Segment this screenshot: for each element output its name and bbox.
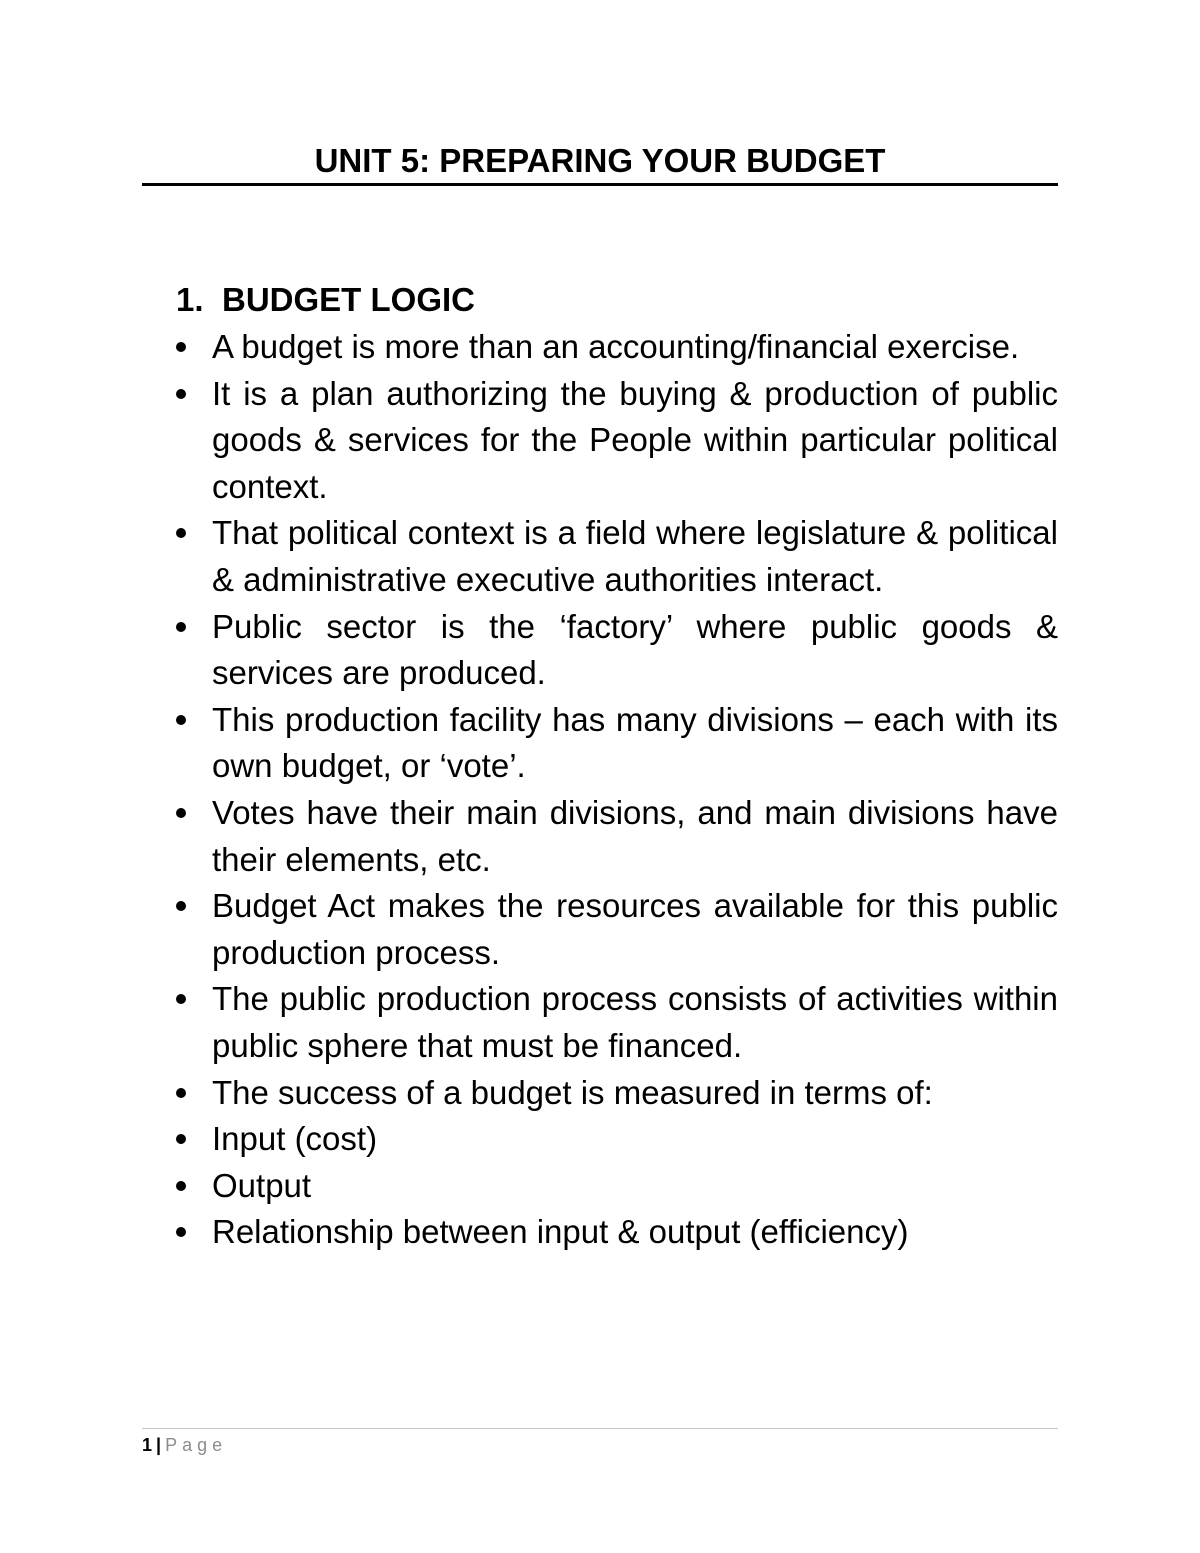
bullet-icon bbox=[176, 342, 186, 352]
list-item bbox=[0, 883, 1058, 976]
list-item-text: Public sector is the ‘factory’ where public goods & services are produced. bbox=[212, 607, 1058, 692]
footer-separator: | bbox=[156, 1435, 162, 1455]
bullet-icon bbox=[176, 389, 186, 399]
bullet-icon bbox=[176, 1088, 186, 1098]
page-footer bbox=[142, 1433, 227, 1457]
list-item-text: Votes have their main divisions, and main divisions have their elements, etc. bbox=[212, 793, 1058, 878]
list-item bbox=[0, 790, 1058, 883]
bullet-icon bbox=[176, 994, 186, 1004]
list-item bbox=[0, 324, 1058, 371]
list-item bbox=[0, 1116, 1058, 1163]
list-item-text: Input (cost) bbox=[212, 1120, 378, 1158]
list-item bbox=[0, 697, 1058, 790]
list-item-text: Output bbox=[212, 1166, 312, 1204]
bullet-icon bbox=[176, 528, 186, 538]
section-title: BUDGET LOGIC bbox=[222, 281, 475, 318]
page-title: UNIT 5: PREPARING YOUR BUDGET bbox=[314, 142, 886, 179]
list-item-text: This production facility has many divisions – each with its own budget, or ‘vote’. bbox=[212, 700, 1058, 785]
bullet-list bbox=[0, 324, 1058, 1256]
list-item bbox=[0, 1070, 1058, 1117]
list-item-text: A budget is more than an accounting/financial exercise. bbox=[212, 328, 1020, 365]
bullet-icon bbox=[176, 808, 186, 818]
bullet-icon bbox=[176, 622, 186, 632]
list-item-text: Relationship between input & output (efficiency) bbox=[212, 1213, 909, 1251]
bullet-icon bbox=[176, 1181, 186, 1191]
title-underline bbox=[142, 183, 1058, 186]
list-item bbox=[0, 371, 1058, 511]
list-item-text: Budget Act makes the resources available for this public production process. bbox=[212, 887, 1058, 971]
bullet-icon bbox=[176, 715, 186, 725]
list-item bbox=[0, 604, 1058, 697]
list-item bbox=[0, 510, 1058, 603]
footer-divider bbox=[142, 1428, 1058, 1429]
list-item-text: The public production process consists of activities within public sphere that must be financed. bbox=[212, 980, 1058, 1064]
section-number: 1. bbox=[176, 281, 204, 318]
section-heading bbox=[176, 279, 475, 321]
list-item-text: It is a plan authorizing the buying & production of public goods & services for the People within particular political context. bbox=[212, 374, 1058, 505]
bullet-icon bbox=[176, 1227, 186, 1237]
page-number: 1 bbox=[142, 1435, 153, 1455]
bullet-icon bbox=[176, 901, 186, 911]
page-label: Page bbox=[165, 1435, 228, 1455]
list-item-text: The success of a budget is measured in terms of: bbox=[212, 1073, 933, 1111]
list-item-text: That political context is a field where legislature & political & administrative executive authorities interact. bbox=[212, 514, 1058, 598]
bullet-icon bbox=[176, 1134, 186, 1144]
list-item bbox=[0, 1209, 1058, 1256]
list-item bbox=[0, 976, 1058, 1069]
list-item bbox=[0, 1163, 1058, 1210]
